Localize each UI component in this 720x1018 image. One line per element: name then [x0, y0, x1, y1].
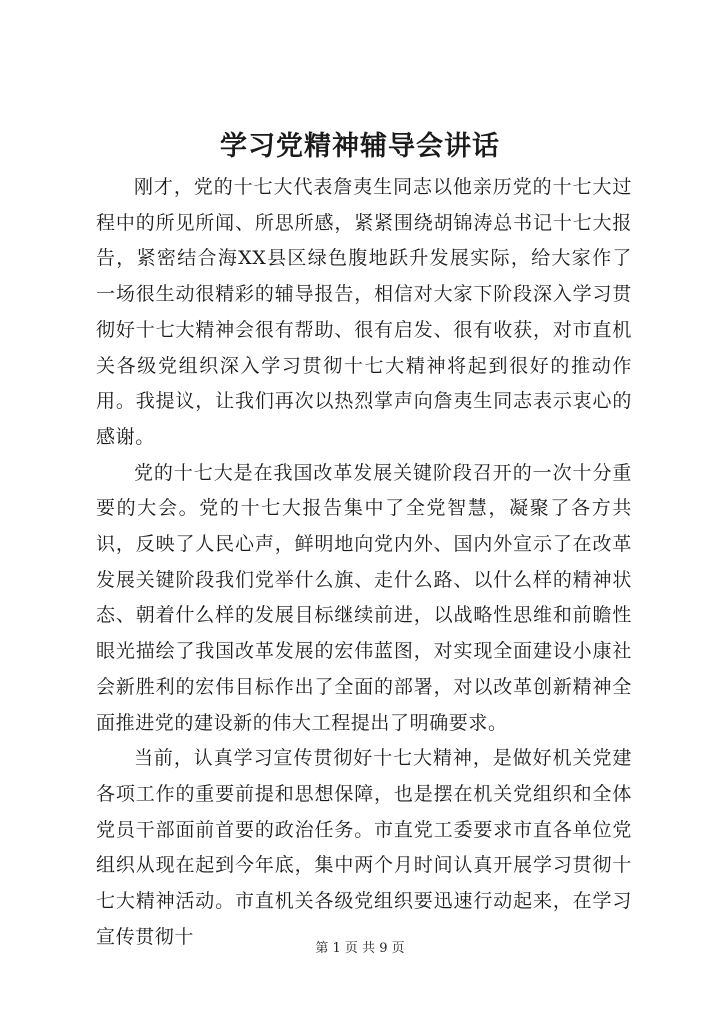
- page-number-footer: 第 1 页 共 9 页: [315, 941, 405, 956]
- paragraph-3: 当前，认真学习宣传贯彻好十七大精神，是做好机关党建各项工作的重要前提和思想保障，也是摆在机关党组织和全体党员干部面前首要的政治任务。市直党工委要求市直各单位党组织从现在起到今年底，集中两个月时间认真开展学习贯彻十七大精神活动。市直机关各级党组织要迅速行动起来，在学习宣传贯彻十: [96, 747, 632, 948]
- paragraph-2: 党的十七大是在我国改革发展关键阶段召开的一次十分重要的大会。党的十七大报告集中了全党智慧，凝聚了各方共识，反映了人民心声，鲜明地向党内外、国内外宣示了在改革发展关键阶段我们党举什么旗、走什么路、以什么样的精神状态、朝着什么样的发展目标继续前进，以战略性思维和前瞻性眼光描绘了我国改革发展的宏伟蓝图，对实现全面建设小康社会新胜利的宏伟目标作出了全面的部署，对以改革创新精神全面推进党的建设新的伟大工程提出了明确要求。: [96, 461, 632, 734]
- document-body: [96, 170, 632, 955]
- document-title: 学习党精神辅导会讲话: [220, 131, 500, 162]
- paragraph-1: 刚才，党的十七大代表詹夷生同志以他亲历党的十七大过程中的所见所闻、所思所感，紧紧围绕胡锦涛总书记十七大报告，紧密结合海XX县区绿色腹地跃升发展实际，给大家作了一场很生动很精彩的辅导报告，相信对大家下阶段深入学习贯彻好十七大精神会很有帮助、很有启发、很有收获，对市直机关各级党组织深入学习贯彻十七大精神将起到很好的推动作用。我提议，让我们再次以热烈掌声向詹夷生同志表示衷心的感谢。: [96, 176, 632, 448]
